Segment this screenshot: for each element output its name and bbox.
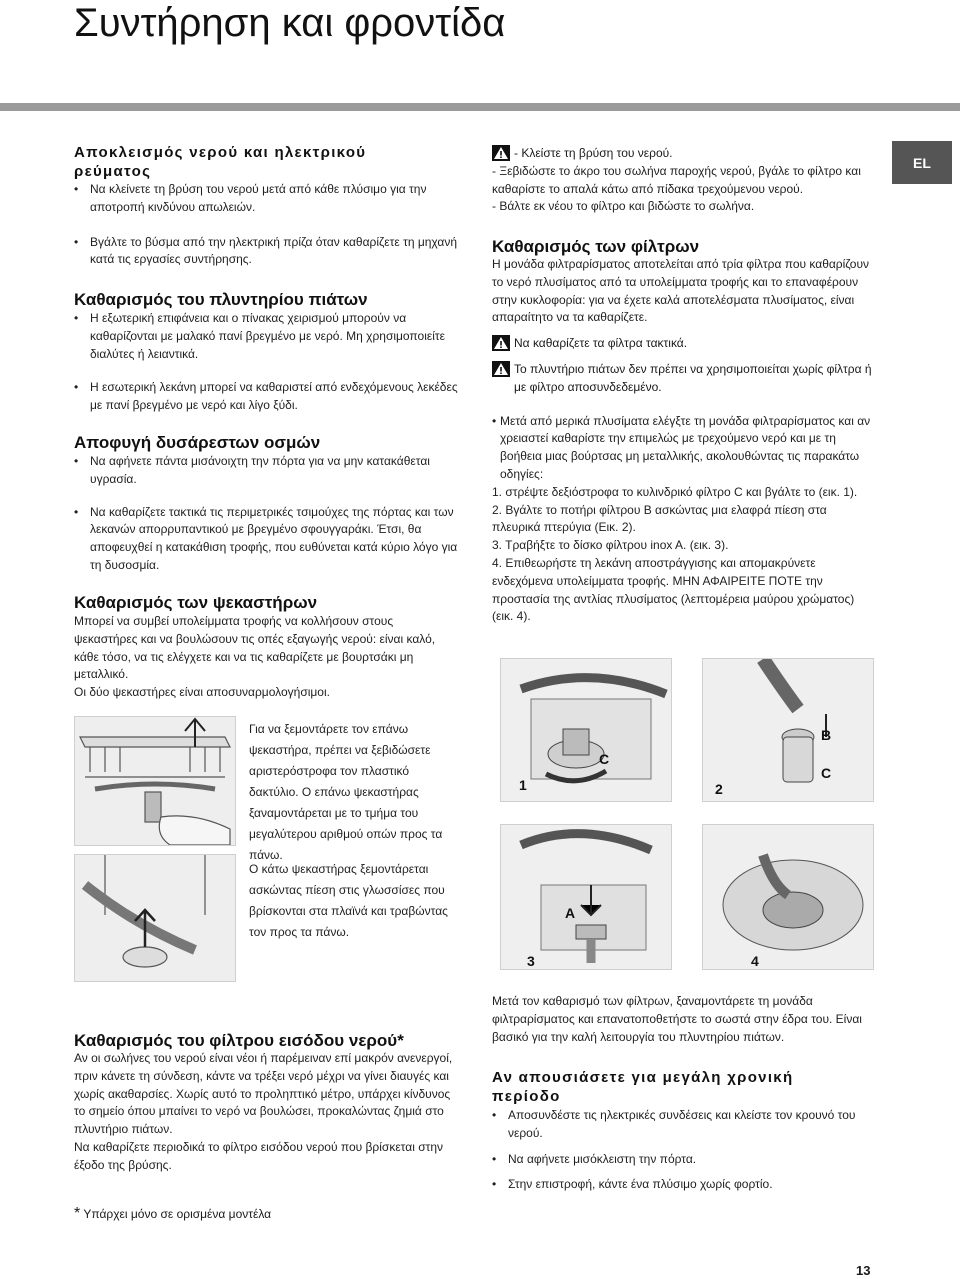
filter-label-c: C xyxy=(821,765,832,781)
section-title: Αποφυγή δυσάρεστων οσμών xyxy=(74,433,321,452)
filter-figure-1 xyxy=(500,658,672,802)
filter-label-a: A xyxy=(565,905,576,921)
section-title: Καθαρισμός των φίλτρων xyxy=(492,237,700,256)
filter-drawing-4 xyxy=(703,825,873,969)
language-tab: EL xyxy=(892,141,952,184)
paragraph: Μετά τον καθαρισμό των φίλτρων, ξαναμοντάρετε τη μονάδα φιλτραρίσματος και επανατοποθετήστε το σωστά στην έδρα του. Είναι βασικό για την καλή λειτουργία του πλυντηρίου πιάτων. xyxy=(492,994,862,1044)
filter-figure-3 xyxy=(500,824,672,970)
step-3: 3. Τραβήξτε το δίσκο φίλτρου inox A. (εικ. 3). xyxy=(492,538,729,553)
bullet-item: • Η εξωτερική επιφάνεια και ο πίνακας χειρισμού μπορούν να καθαρίζονται με μαλακό πανί βρεγμένο με νερό. Μη χρησιμοποιείτε διαλύτες ή λειαντικά. xyxy=(74,310,459,363)
bullet-item: • Αποσυνδέστε τις ηλεκτρικές συνδέσεις και κλείστε τον κρουνό του νερού. xyxy=(492,1107,876,1143)
upper-spray-arm-caption: Για να ξεμοντάρετε τον επάνω ψεκαστήρα, πρέπει να ξεβιδώσετε αριστερόστροφα τον πλαστικό δακτύλιο. Ο επάνω ψεκαστήρας ξαναμοντάρεται με το τμήμα του μεγαλύτερου αριθμού οπών προς τα πάνω. xyxy=(249,722,443,862)
filter-label-c: C xyxy=(599,751,610,767)
figure-number: 3 xyxy=(527,953,535,969)
section-title: Αν απουσιάσετε για μεγάλη χρονική περίοδο xyxy=(492,1069,794,1105)
bullet-item: • Η εσωτερική λεκάνη μπορεί να καθαριστεί από ενδεχόμενους λεκέδες με πανί βρεγμένο με νερό και λίγο ξύδι. xyxy=(74,379,459,415)
paragraph: Να καθαρίζετε περιοδικά το φίλτρο εισόδου νερού που βρίσκεται στην έξοδο της βρύσης. xyxy=(74,1139,444,1172)
warning-icon xyxy=(492,335,510,351)
header-rule xyxy=(0,103,960,111)
inlet-filter-steps xyxy=(492,145,876,216)
section-inlet-filter xyxy=(74,1031,459,1175)
footnote-star: * xyxy=(74,1205,81,1222)
bullet-item: • Να αφήνετε πάντα μισάνοιχτη την πόρτα για να μην κατακάθεται υγρασία. xyxy=(74,453,459,489)
section-title: Καθαρισμός των ψεκαστήρων xyxy=(74,593,318,612)
lower-spray-arm-drawing xyxy=(75,855,235,981)
filter-label-b: B xyxy=(821,727,832,743)
paragraph: - Βάλτε εκ νέου το φίλτρο και βιδώστε το σωλήνα. xyxy=(492,199,755,214)
section-spray-arms xyxy=(74,593,459,702)
section-odours xyxy=(74,433,459,575)
bullet-item: • Στην επιστροφή, κάντε ένα πλύσιμο χωρίς φορτίο. xyxy=(492,1176,876,1194)
filter-figure-2 xyxy=(702,658,874,802)
upper-spray-arm-drawing xyxy=(75,717,235,845)
paragraph: Η μονάδα φιλτραρίσματος αποτελείται από τρία φίλτρα που καθαρίζουν το νερό πλυσίματος από τα υπολείμματα τροφής και το επαναφέρουν στην κυκλοφορία: για να έχετε καλά αποτελέσματα πλυσίματος, είναι απαραίτητο να τα καθαρίζετε. xyxy=(492,257,870,325)
footnote xyxy=(74,1205,271,1223)
warning-text: Το πλυντήριο πιάτων δεν πρέπει να χρησιμοποιείται χωρίς φίλτρα ή με φίλτρο αποσυνδεδεμένο. xyxy=(514,361,872,394)
section-title: Αποκλεισμός νερού και ηλεκτρικού ρεύματος xyxy=(74,144,367,180)
step-4: 4. Επιθεωρήστε τη λεκάνη αποστράγγισης και απομακρύνετε ενδεχόμενα υπολείμματα τροφής. ΜΗΝ ΑΦΑΙΡΕΙΤΕ ΠΟΤΕ την προστασία της αντλίας πλυσίματος (λεπτομέρεια μαύρου χρώματος) (εικ. 4). xyxy=(492,555,855,624)
figure-number: 4 xyxy=(751,953,759,969)
bullet-item: • Μετά από μερικά πλυσίματα ελέγξτε τη μονάδα φιλτραρίσματος και αν χρειαστεί καθαρίστε την επιμελώς με τρεχούμενο νερό και με τη βοήθεια μιας βούρτσας μη μεταλλικής, ακολουθώντας τις παρακάτω οδηγίες: xyxy=(492,413,876,484)
step-2: 2. Βγάλτε το ποτήρι φίλτρου B ασκώντας μια ελαφρά πίεση στα πλευρικά πτερύγια (Εικ. 2). xyxy=(492,502,827,535)
warning-note xyxy=(492,361,876,397)
lower-spray-arm-caption: Ο κάτω ψεκαστήρας ξεμοντάρεται ασκώντας πίεση στις γλωσσίσες που βρίσκονται στα πλαϊνά και τραβώντας τον προς τα πάνω. xyxy=(249,862,448,939)
bullet-item: • Να αφήνετε μισόκλειστη την πόρτα. xyxy=(492,1151,876,1169)
filter-drawing-3 xyxy=(501,825,671,969)
step-1: 1. στρέψτε δεξιόστροφα το κυλινδρικό φίλτρο C και βγάλτε το (εικ. 1). xyxy=(492,484,858,499)
lower-spray-arm-figure xyxy=(74,854,236,982)
page-title: Συντήρηση και φροντίδα xyxy=(74,1,506,45)
paragraph: - Ξεβιδώστε το άκρο του σωλήνα παροχής νερού, βγάλε το φίλτρο και καθαρίστε το απαλά κάτω από πίδακα τρεχούμενου νερού. xyxy=(492,163,861,196)
after-cleaning-text xyxy=(492,993,876,1046)
warning-text: - Κλείστε τη βρύση του νερού. xyxy=(514,146,673,160)
filter-figure-4 xyxy=(702,824,874,970)
section-cleaning xyxy=(74,290,459,415)
filter-drawing-2 xyxy=(703,659,873,801)
warning-note xyxy=(492,335,876,353)
warning-icon xyxy=(492,361,510,377)
section-absence xyxy=(492,1068,876,1194)
upper-spray-arm-figure xyxy=(74,716,236,846)
bullet-item: • Να κλείνετε τη βρύση του νερού μετά από κάθε πλύσιμο για την αποτροπή κινδύνου απωλειών. xyxy=(74,181,459,217)
section-filters xyxy=(492,237,876,626)
paragraph: Αν οι σωλήνες του νερού είναι νέοι ή παρέμειναν επί μακρόν ανενεργοί, πριν κάνετε τη σύνδεση, κάντε να τρέξει νερό μέχρι να γίνει διαυγές και χωρίς ακαθαρσίες. Χωρίς αυτό το προληπτικό μέτρο, υπάρχει κίνδυνος το σημείο όπου μπαίνει το νερό να βουλώσει, προκαλώντας ζημιά στο πλυντήριο πιάτων. xyxy=(74,1051,453,1137)
footnote-text: Υπάρχει μόνο σε ορισμένα μοντέλα xyxy=(80,1207,272,1221)
figure-number: 1 xyxy=(519,777,527,793)
section-water-power xyxy=(74,143,459,269)
bullet-item: • Να καθαρίζετε τακτικά τις περιμετρικές τσιμούχες της πόρτας και των λεκανών απορρυπαντικού με βρεγμένο σφουγγαράκι. Έτσι, θα αποφευχθεί η κατακάθιση τροφής, που ευθύνεται κατά κύριο λόγο για τη δυσοσμία. xyxy=(74,504,459,575)
bullet-item: • Βγάλτε το βύσμα από την ηλεκτρική πρίζα όταν καθαρίζετε τη μηχανή κατά τις εργασίες συντήρησης. xyxy=(74,234,459,270)
section-title: Καθαρισμός του πλυντηρίου πιάτων xyxy=(74,290,368,309)
warning-note xyxy=(492,145,876,163)
section-title: Καθαρισμός του φίλτρου εισόδου νερού* xyxy=(74,1031,404,1050)
paragraph: Μπορεί να συμβεί υπολείμματα τροφής να κολλήσουν στους ψεκαστήρες και να βουλώσουν τις οπές εξαγωγής νερού: είναι καλό, κάθε τόσο, να τις ελέγχετε και να τις καθαρίζετε με βουρτσάκι μη μεταλλικό. xyxy=(74,614,436,682)
warning-icon xyxy=(492,145,510,161)
figure-number: 2 xyxy=(715,781,723,797)
page-number: 13 xyxy=(856,1263,871,1278)
warning-text: Να καθαρίζετε τα φίλτρα τακτικά. xyxy=(514,336,688,351)
paragraph: Οι δύο ψεκαστήρες είναι αποσυναρμολογήσιμοι. xyxy=(74,685,330,700)
